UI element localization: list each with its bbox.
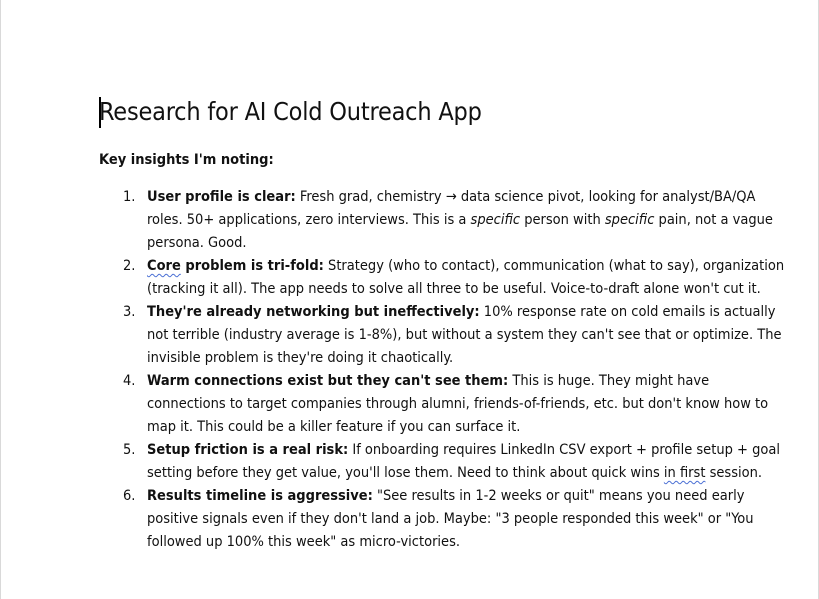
- item-heading: Setup friction is a real risk:: [147, 442, 349, 458]
- item-text: 10% response rate on cold emails is actually not terrible (industry average is 1-8%), but without a system they can't see that or optimize. The invisible problem is they're doing it chaotically.: [147, 304, 782, 366]
- list-number: 1.: [123, 189, 136, 205]
- key-insights-heading[interactable]: Key insights I'm noting:: [99, 152, 274, 168]
- list-item[interactable]: [123, 370, 787, 439]
- item-heading: They're already networking but ineffectively:: [147, 304, 480, 320]
- insights-list: [99, 186, 787, 554]
- item-text: Fresh grad, chemistry → data science pivot, looking for analyst/BA/QA roles. 50+ applications, zero interviews. This is a: [147, 189, 756, 228]
- item-emphasis: specific: [604, 212, 655, 228]
- list-item[interactable]: [123, 186, 787, 255]
- item-text: session.: [705, 465, 763, 481]
- item-heading: Warm connections exist but they can't see them:: [147, 373, 509, 389]
- list-number: 4.: [123, 373, 136, 389]
- grammar-flagged-text: in first: [663, 465, 706, 481]
- item-heading: problem is tri-fold:: [180, 258, 324, 274]
- item-text: If onboarding requires LinkedIn CSV export + profile setup + goal setting before they get value, you'll lose them. Need to think about quick wins: [147, 442, 780, 481]
- list-number: 6.: [123, 488, 136, 504]
- list-number: 2.: [123, 258, 136, 274]
- item-heading: User profile is clear:: [147, 189, 296, 205]
- item-heading: Results timeline is aggressive:: [147, 488, 373, 504]
- item-text: pain, not a vague persona. Good.: [147, 212, 773, 251]
- list-item[interactable]: [123, 301, 787, 370]
- list-item[interactable]: [123, 255, 787, 301]
- document-title[interactable]: Research for AI Cold Outreach App: [99, 97, 482, 126]
- item-text: person with: [520, 212, 605, 228]
- list-number: 5.: [123, 442, 136, 458]
- list-item[interactable]: [123, 439, 787, 485]
- item-emphasis: specific: [470, 212, 521, 228]
- item-heading-misspelled: Core: [147, 258, 181, 274]
- item-text: Strategy (who to contact), communication (what to say), organization (tracking it all). The app needs to solve all three to be useful. Voice-to-draft alone won't cut it.: [147, 258, 785, 297]
- list-number: 3.: [123, 304, 136, 320]
- item-text: This is huge. They might have connections to target companies through alumni, friends-of-friends, etc. but don't know how to map it. This could be a killer feature if you can surface it.: [147, 373, 769, 435]
- item-text: "See results in 1-2 weeks or quit" means you need early positive signals even if they don't land a job. Maybe: "3 people responded this week" or "You followed up 100% this week" as micro-victories.: [147, 488, 754, 550]
- list-item[interactable]: [123, 485, 787, 554]
